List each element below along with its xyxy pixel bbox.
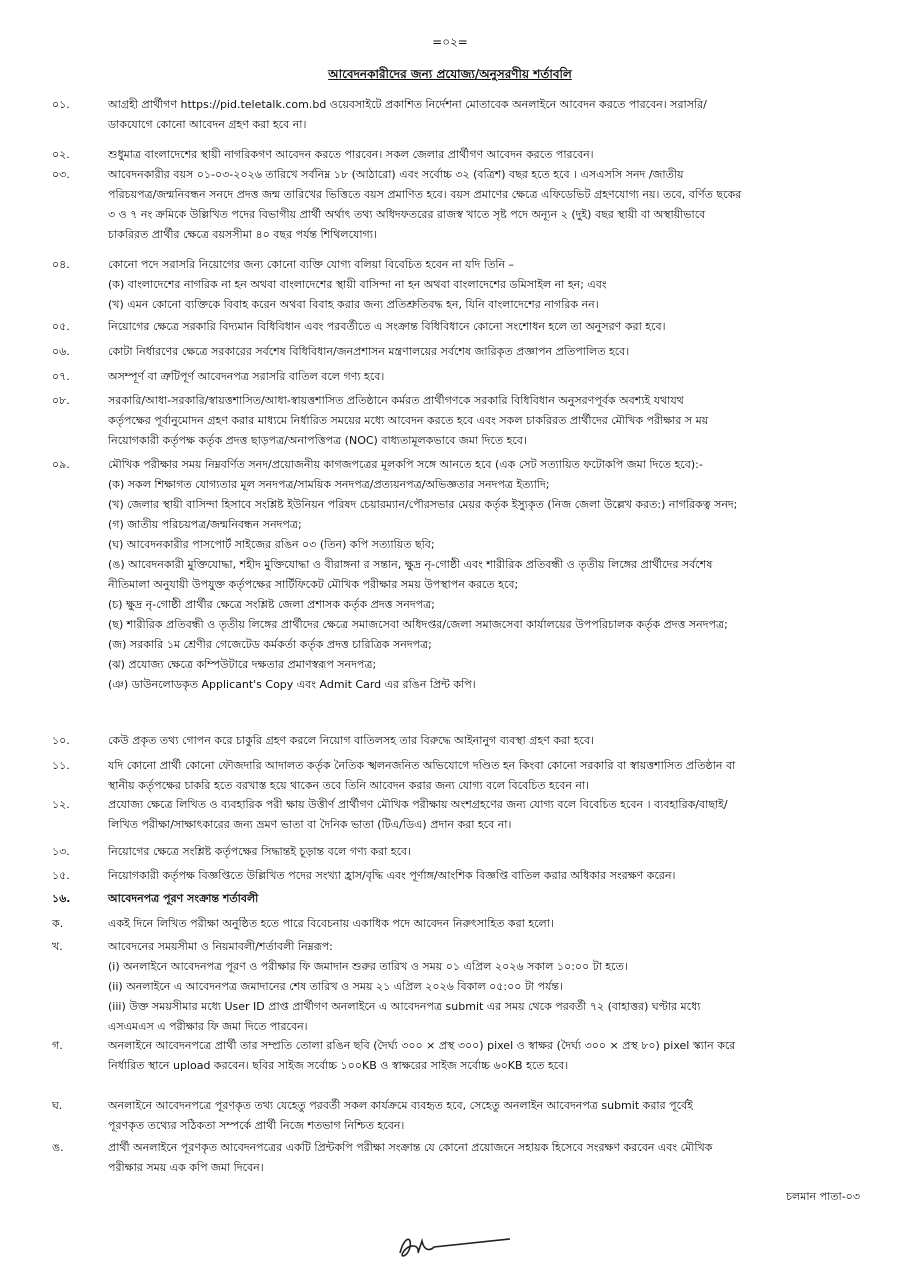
item-text-line: সরকারি/আধা-সরকারি/স্বায়ত্তশাসিত/আধা-স্বায়ত্তশাসিত প্রতিষ্ঠানে কর্মরত প্রার্থীগণকে সরকারি বিধিবিধান অনুসরণপূর্বক অবশ্যই যথাযথ — [108, 394, 684, 407]
item-text-line: (খ) এমন কোনো ব্যক্তিকে বিবাহ করেন অথবা বিবাহ করার জন্য প্রতিশ্রুতিবদ্ধ হন, যিনি বাংলাদেশের নাগরিক নন। — [108, 298, 599, 311]
page-number: =০২= — [432, 35, 468, 49]
item-text-line: (ঞ) ডাউনলোডকৃত Applicant's Copy এবং Admit Card এর রঙিন প্রিন্ট কপি। — [108, 678, 476, 691]
item-number-label: ১৩. — [52, 845, 70, 858]
item-text-line: একই দিনে লিখিত পরীক্ষা অনুষ্ঠিত হতে পারে বিবেচনায় একাধিক পদে আবেদন নিরুৎসাহিত করা হলো। — [108, 917, 554, 930]
item-text-line: এসএমএস এ পরীক্ষার ফি জমা দিতে পারবেন। — [108, 1020, 308, 1033]
item-text-line: কেউ প্রকৃত তথ্য গোপন করে চাকুরি গ্রহণ করলে নিয়োগ বাতিলসহ তার বিরুদ্ধে আইনানুগ ব্যবস্থা গ্রহণ করা হবে। — [108, 734, 595, 747]
continued-page-label: চলমান পাতা-০৩ — [786, 1190, 860, 1203]
item-text-line: কর্তৃপক্ষের পূর্বানুমোদন গ্রহণ করার মাধ্যমে নির্ধারিত সময়ের মধ্যে আবেদন করতে হবে এবং সকল চাকরিরত প্রার্থীদের মৌখিক পরীক্ষার স ময় — [108, 414, 709, 427]
item-text-line: (চ) ক্ষুদ্র নৃ-গোষ্ঠী প্রার্থীর ক্ষেত্রে সংশ্লিষ্ট জেলা প্রশাসক কর্তৃক প্রদত্ত সনদপত্র; — [108, 598, 435, 611]
item-number-label: ০১. — [52, 98, 70, 111]
item-text-line: নিয়োগের ক্ষেত্রে সংশ্লিষ্ট কর্তৃপক্ষের সিদ্ধান্তই চূড়ান্ত বলে গণ্য করা হবে। — [108, 845, 412, 858]
item-text-line: (iii) উক্ত সময়সীমার মধ্যে User ID প্রাপ্ত প্রার্থীগণ অনলাইনে এ আবেদনপত্র submit এর সময় থেকে পরবর্তী ৭২ (বাহাত্তর) ঘণ্টার মধ্যে — [108, 1000, 701, 1013]
item-text-line: ডাকযোগে কোনো আবেদন গ্রহণ করা হবে না। — [108, 118, 307, 131]
item-text-line: চাকরিরত প্রার্থীর ক্ষেত্রে বয়সসীমা ৪০ বছর পর্যন্ত শিথিলযোগ্য। — [108, 228, 377, 241]
item-number-label: ক. — [52, 917, 64, 930]
item-text-line: কোটা নির্ধারণের ক্ষেত্রে সরকারের সর্বশেষ বিধিবিধান/জনপ্রশাসন মন্ত্রণালয়ের সর্বশেষ জারিকৃত প্রজ্ঞাপন প্রতিপালিত হবে। — [108, 345, 630, 358]
item-text-line: আবেদনপত্র পূরণ সংক্রান্ত শর্তাবলী — [108, 892, 259, 905]
item-text-line: (ii) অনলাইনে এ আবেদনপত্র জমাদানের শেষ তারিখ ও সময় ২১ এপ্রিল ২০২৬ বিকাল ০৫:০০ টা পর্যন্ত। — [108, 980, 563, 993]
item-text-line: (ঙ) আবেদনকারী মুক্তিযোদ্ধা, শহীদ মুক্তিযোদ্ধা ও বীরাঙ্গনা র সন্তান, ক্ষুদ্র নৃ-গোষ্ঠী এবং শারীরিক প্রতিবন্ধী ও তৃতীয় লিঙ্গের প্রার্থীদের সর্বশেষ — [108, 558, 713, 571]
item-text-line: প্রার্থী অনলাইনে পূরণকৃত আবেদনপত্রের একটি প্রিন্টকপি পরীক্ষা সংক্রান্ত যে কোনো প্রয়োজনে সহায়ক হিসেবে সংরক্ষণ করবেন এবং মৌখিক — [108, 1141, 713, 1154]
item-text-line: নিয়োগকারী কর্তৃপক্ষ বিজ্ঞপ্তিতে উল্লিখিত পদের সংখ্যা হ্রাস/বৃদ্ধি এবং পূর্ণাঙ্গ/আংশিক বিজ্ঞপ্তি বাতিল করার অধিকার সংরক্ষণ করেন। — [108, 869, 676, 882]
item-number-label: ঙ. — [52, 1141, 64, 1154]
item-text-line: (ঘ) আবেদনকারীর পাসপোর্ট সাইজের রঙিন ০৩ (তিন) কপি সত্যায়িত ছবি; — [108, 538, 435, 551]
item-number-label: গ. — [52, 1039, 63, 1052]
item-number-label: ০৯. — [52, 458, 70, 471]
item-text-line: নীতিমালা অনুযায়ী উপযুক্ত কর্তৃপক্ষের সার্টিফিকেট মৌখিক পরীক্ষার সময় উপস্থাপন করতে হবে; — [108, 578, 519, 591]
item-number-label: ১৫. — [52, 869, 70, 882]
item-number-label: ১২. — [52, 798, 70, 811]
item-number-label: খ. — [52, 940, 63, 953]
item-text-line: অসম্পূর্ণ বা ত্রুটিপূর্ণ আবেদনপত্র সরাসরি বাতিল বলে গণ্য হবে। — [108, 370, 385, 383]
item-text-line: (i) অনলাইনে আবেদনপত্র পূরণ ও পরীক্ষার ফি জমাদান শুরুর তারিখ ও সময় ০১ এপ্রিল ২০২৬ সকাল ১০:০০ টা হতে। — [108, 960, 628, 973]
item-number-label: ০৮. — [52, 394, 70, 407]
item-number-label: ০৪. — [52, 258, 70, 271]
item-text-line: শুধুমাত্র বাংলাদেশের স্থায়ী নাগরিকগণ আবেদন করতে পারবেন। সকল জেলার প্রার্থীগণ আবেদন করতে পারবেন। — [108, 148, 594, 161]
item-text-line: মৌখিক পরীক্ষার সময় নিম্নবর্ণিত সনদ/প্রয়োজনীয় কাগজপত্রের মূলকপি সঙ্গে আনতে হবে (এক সেট সত্যায়িত ফটোকপি জমা দিতে হবে):- — [108, 458, 703, 471]
item-number-label: ০৩. — [52, 168, 70, 181]
item-text-line: (জ) সরকারি ১ম শ্রেণীর গেজেটেড কর্মকর্তা কর্তৃক প্রদত্ত চারিত্রিক সনদপত্র; — [108, 638, 432, 651]
item-text-line: অনলাইনে আবেদনপত্রে পূরণকৃত তথ্য যেহেতু পরবর্তী সকল কার্যক্রমে ব্যবহৃত হবে, সেহেতু অনলাইন আবেদনপত্র submit করার পূর্বেই — [108, 1099, 693, 1112]
item-number-label: ০৭. — [52, 370, 70, 383]
item-text-line: ৩ ও ৭ নং ক্রমিকে উল্লিখিত পদের বিভাগীয় প্রার্থী অর্থাৎ তথ্য অধিদফতরের রাজস্ব খাতে সৃষ্ট পদে অন্যূন ২ (দুই) বছর স্থায়ী বা অস্থায়ীভাবে — [108, 208, 706, 221]
item-text-line: স্থানীয় কর্তৃপক্ষের চাকরি হতে বরখাস্ত হয়ে থাকেন তবে তিনি আবেদন করার জন্য যোগ্য বলে বিবেচিত হবেন না। — [108, 779, 590, 792]
item-text-line: কোনো পদে সরাসরি নিয়োগের জন্য কোনো ব্যক্তি যোগ্য বলিয়া বিবেচিত হবেন না যদি তিনি – — [108, 258, 515, 271]
item-text-line: (খ) জেলার স্থায়ী বাসিন্দা হিসাবে সংশ্লিষ্ট ইউনিয়ন পরিষদ চেয়ারম্যান/পৌরসভার মেয়র কর্তৃক ইস্যুকৃত (নিজ জেলা উল্লেখ করত:) নাগরিকত্ব সনদ; — [108, 498, 738, 511]
item-text-line: আবেদনের সময়সীমা ও নিয়মাবলী/শর্তাবলী নিম্নরূপ: — [108, 940, 333, 953]
item-text-line: (ক) বাংলাদেশের নাগরিক না হন অথবা বাংলাদেশের স্থায়ী বাসিন্দা না হন অথবা বাংলাদেশের ডমিসাইল না হন; এবং — [108, 278, 607, 291]
item-text-line: অনলাইনে আবেদনপত্রে প্রার্থী তার সম্প্রতি তোলা রঙিন ছবি (দৈর্ঘ্য ৩০০ × প্রস্থ ৩০০) pixel ও স্বাক্ষর (দৈর্ঘ্য ৩০০ × প্রস্থ ৮০) pixel স্ক্যান করে — [108, 1039, 736, 1052]
item-text-line: নির্ধারিত স্থানে upload করবেন। ছবির সাইজ সর্বোচ্চ ১০০KB ও স্বাক্ষরের সাইজ সর্বোচ্চ ৬০KB হতে হবে। — [108, 1059, 569, 1072]
page-title: আবেদনকারীদের জন্য প্রযোজ্য/অনুসরণীয় শর্তাবলি — [328, 67, 572, 81]
item-text-line: পরীক্ষার সময় এক কপি জমা দিবেন। — [108, 1161, 264, 1174]
item-text-line: পরিচয়পত্র/জন্মনিবন্ধন সনদে প্রদত্ত জন্ম তারিখের ভিত্তিতে বয়স প্রমাণিত হবে। বয়স প্রমাণের ক্ষেত্রে এফিডেভিট গ্রহণযোগ্য নয়। তবে, বর্ণিত ছকের — [108, 188, 742, 201]
item-number-label: ১৬. — [52, 892, 71, 905]
item-text-line: নিয়োগের ক্ষেত্রে সরকারি বিদ্যমান বিধিবিধান এবং পরবর্তীতে এ সংক্রান্ত বিধিবিধানে কোনো সংশোধন হলে তা অনুসরণ করা হবে। — [108, 320, 666, 333]
item-number-label: ঘ. — [52, 1099, 63, 1112]
signature-icon — [390, 1225, 520, 1265]
item-text-line: (ঝ) প্রযোজ্য ক্ষেত্রে কম্পিউটারে দক্ষতার প্রমাণস্বরূপ সনদপত্র; — [108, 658, 377, 671]
item-number-label: ০৬. — [52, 345, 70, 358]
item-number-label: ০২. — [52, 148, 70, 161]
item-text-line: লিখিত পরীক্ষা/সাক্ষাৎকারের জন্য ভ্রমণ ভাতা বা দৈনিক ভাতা (টিএ/ডিএ) প্রদান করা হবে না। — [108, 818, 512, 831]
item-text-line: (ছ) শারীরিক প্রতিবন্ধী ও তৃতীয় লিঙ্গের প্রার্থীদের ক্ষেত্রে সমাজসেবা অধিদপ্তর/জেলা সমাজসেবা কার্যালয়ের উপপরিচালক কর্তৃক প্রদত্ত সনদপত্র; — [108, 618, 728, 631]
item-number-label: ০৫. — [52, 320, 70, 333]
item-text-line: প্রযোজ্য ক্ষেত্রে লিখিত ও ব্যবহারিক পরী ক্ষায় উত্তীর্ণ প্রার্থীগণ মৌখিক পরীক্ষায় অংশগ্রহণের জন্য যোগ্য বলে বিবেচিত হবেন । ব্যবহারিক/বাছাই/ — [108, 798, 728, 811]
item-text-line: পূরণকৃত তথ্যের সঠিকতা সম্পর্কে প্রার্থী নিজে শতভাগ নিশ্চিত হবেন। — [108, 1119, 405, 1132]
item-text-line: (গ) জাতীয় পরিচয়পত্র/জন্মনিবন্ধন সনদপত্র; — [108, 518, 302, 531]
item-number-label: ১১. — [52, 759, 70, 772]
item-text-line: যদি কোনো প্রার্থী কোনো ফৌজদারি আদালত কর্তৃক নৈতিক স্খলনজনিত অভিযোগে দণ্ডিত হন কিংবা কোনো সরকারি বা স্বায়ত্তশাসিত প্রতিষ্ঠান বা — [108, 759, 736, 772]
item-number-label: ১০. — [52, 734, 70, 747]
item-text-line: আবেদনকারীর বয়স ০১-০৩-২০২৬ তারিখে সর্বনিম্ন ১৮ (আঠারো) এবং সর্বোচ্চ ৩২ (বত্রিশ) বছর হতে হবে । এসএসসি সনদ /জাতীয় — [108, 168, 684, 181]
item-text-line: (ক) সকল শিক্ষাগত যোগ্যতার মূল সনদপত্র/সাময়িক সনদপত্র/প্রত্যয়নপত্র/অভিজ্ঞতার সনদপত্র ইত্যাদি; — [108, 478, 550, 491]
item-text-line: নিয়োগকারী কর্তৃপক্ষ কর্তৃক প্রদত্ত ছাড়পত্র/অনাপত্তিপত্র (NOC) বাধ্যতামূলকভাবে জমা দিতে হবে। — [108, 434, 527, 447]
item-text-line: আগ্রহী প্রার্থীগণ https://pid.teletalk.com.bd ওয়েবসাইটে প্রকাশিত নির্দেশনা মোতাবেক অনলাইনে আবেদন করতে পারবেন। সরাসরি/ — [108, 98, 707, 111]
